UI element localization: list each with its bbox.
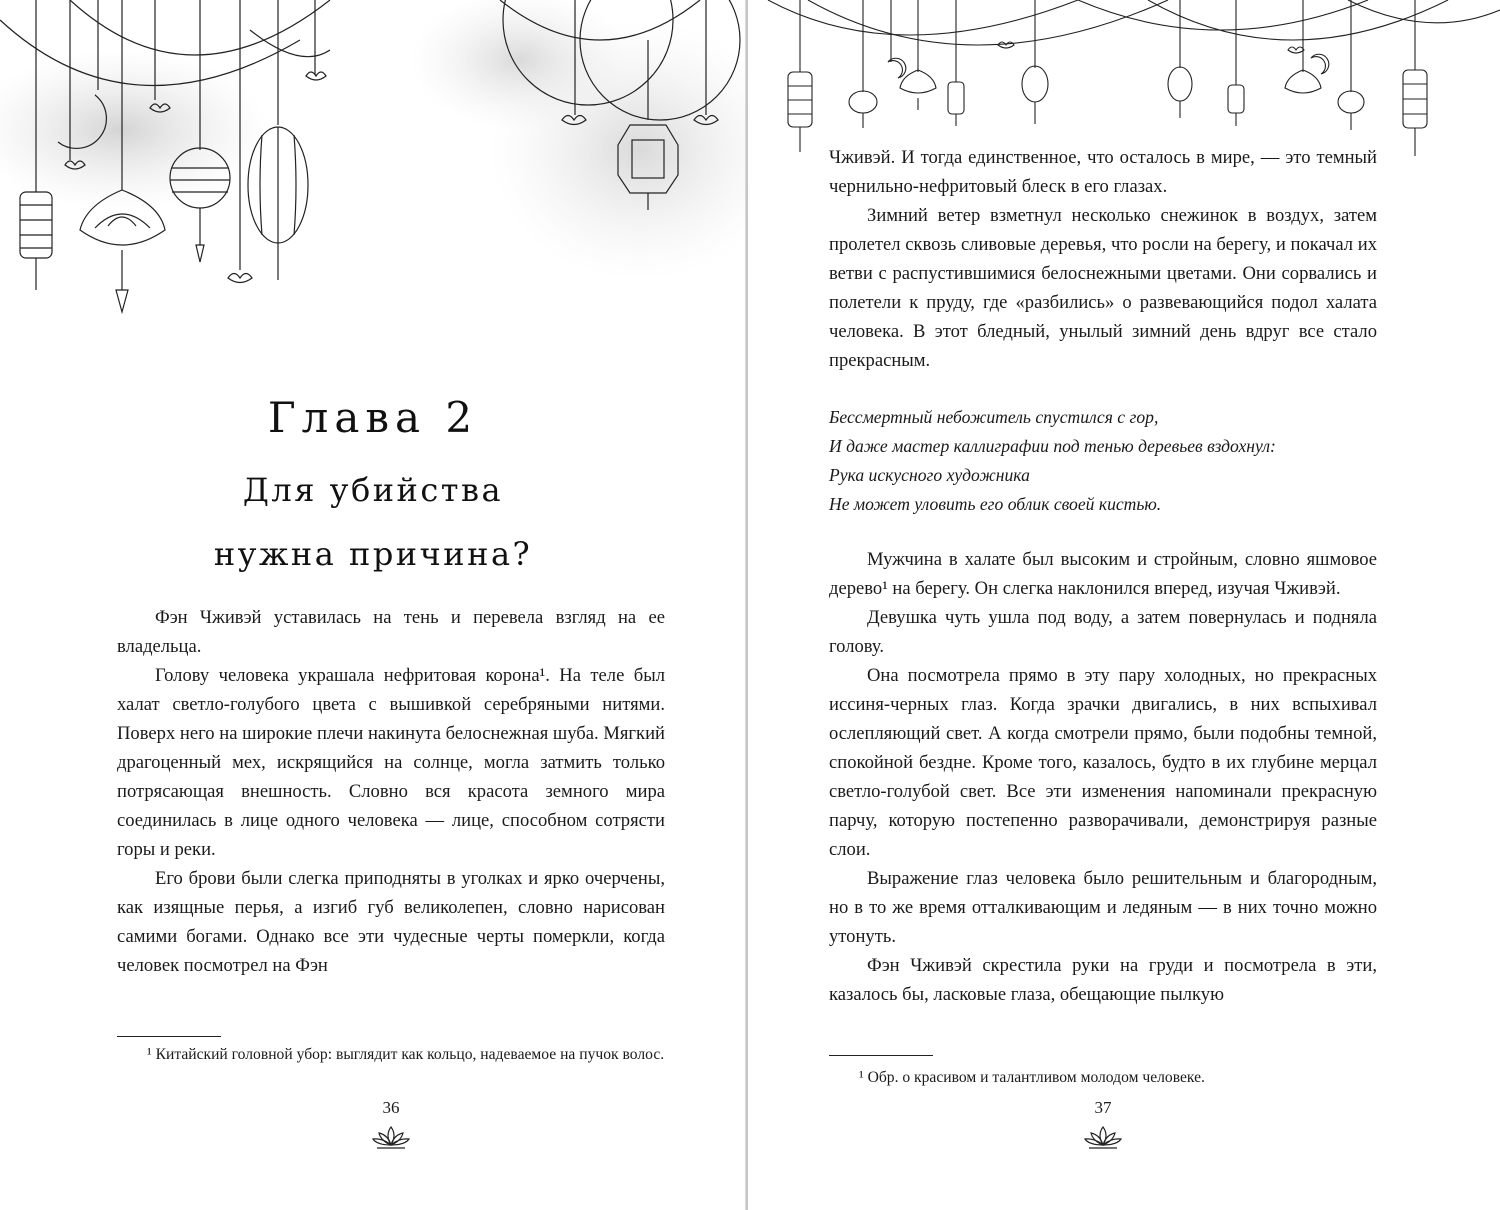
paragraph: Мужчина в халате был высоким и стройным, словно яшмовое дерево¹ на берегу. Он слегка наклонился вперед, изучая Чживэй.	[829, 549, 1377, 599]
paragraph: Зимний ветер взметнул несколько снежинок в воздух, затем пролетел сквозь сливовые деревья, что росли на берегу, и покачал их ветви с распустившимися белоснежными цветами. Они сорвались и полетели к пруду, где «разбились» о развевающийся подол халата человека. В этот бледный, унылый зимний день вдруг все стало прекрасным.	[829, 205, 1377, 371]
paragraph: Чживэй. И тогда единственное, что осталось в мире, — это темный чернильно-нефритовый блеск в его глазах.	[829, 147, 1377, 197]
footnote-divider	[117, 1036, 221, 1037]
footnote: ¹ Обр. о красивом и талантливом молодом человеке.	[859, 1069, 1205, 1086]
right-page-body-top	[829, 143, 1377, 375]
paragraph: Фэн Чживэй уставилась на тень и перевела взгляд на ее владельца.	[117, 607, 665, 657]
poem-line: И даже мастер каллиграфии под тенью деревьев вздохнул:	[829, 436, 1276, 456]
paragraph: Его брови были слегка приподняты в уголках и ярко очерчены, как изящные перья, а изгиб губ великолепен, словно нарисован самими богами. Однако все эти чудесные черты померкли, когда человек посмотрел на Фэн	[117, 868, 665, 976]
left-page	[0, 0, 746, 1210]
poem-line: Не может уловить его облик своей кистью.	[829, 494, 1162, 514]
footnote: ¹ Китайский головной убор: выглядит как кольцо, надеваемое на пучок волос.	[147, 1046, 665, 1063]
paragraph: Фэн Чживэй скрестила руки на груди и посмотрела в эти, казалось бы, ласковые глаза, обещающие пылкую	[829, 955, 1377, 1005]
page-number: 36	[382, 1098, 400, 1117]
lotus-icon	[371, 1125, 411, 1151]
paragraph: Выражение глаз человека было решительным и благородным, но в то же время отталкивающим и ледяным — в них точно можно утонуть.	[829, 868, 1377, 947]
chapter-title-line: нужна причина?	[213, 535, 533, 573]
chapter-number: Глава 2	[267, 393, 479, 442]
poem-line: Рука искусного художника	[829, 465, 1030, 485]
page-number: 37	[1094, 1098, 1112, 1117]
footnote-divider	[829, 1055, 933, 1056]
paragraph: Девушка чуть ушла под воду, а затем повернулась и подняла голову.	[829, 607, 1377, 657]
right-page-body-bottom	[829, 545, 1377, 1009]
chapter-title	[0, 458, 746, 586]
paragraph: Она посмотрела прямо в эту пару холодных, но прекрасных иссиня-черных глаз. Когда зрачки двигались, в них вспыхивал ослепляющий свет. А когда смотрели прямо, были подобны темной, спокойной бездне. Кроме того, казалось, будто в их глубине мерцал светло-голубой свет. Все эти изменения напоминали прекрасную парчу, которую постепенно разворачивали, демонстрируя разные слои.	[829, 665, 1377, 860]
hanging-lanterns-lotus-moon-icon	[0, 0, 746, 330]
poem-line: Бессмертный небожитель спустился с гор,	[829, 407, 1159, 427]
lotus-icon	[1083, 1125, 1123, 1151]
chapter-title-line: Для убийства	[242, 471, 504, 509]
poem	[829, 403, 1389, 519]
left-page-body	[117, 603, 665, 980]
paragraph: Голову человека украшала нефритовая корона¹. На теле был халат светло-голубого цвета с вышивкой серебряными нитями. Поверх него на широкие плечи накинута белоснежная шуба. Мягкий драгоценный мех, искрящийся на солнце, могла затмить только потрясающая внешность. Словно вся красота земного мира соединилась в лице одного человека — лице, способном сотрясти горы и реки.	[117, 665, 665, 860]
